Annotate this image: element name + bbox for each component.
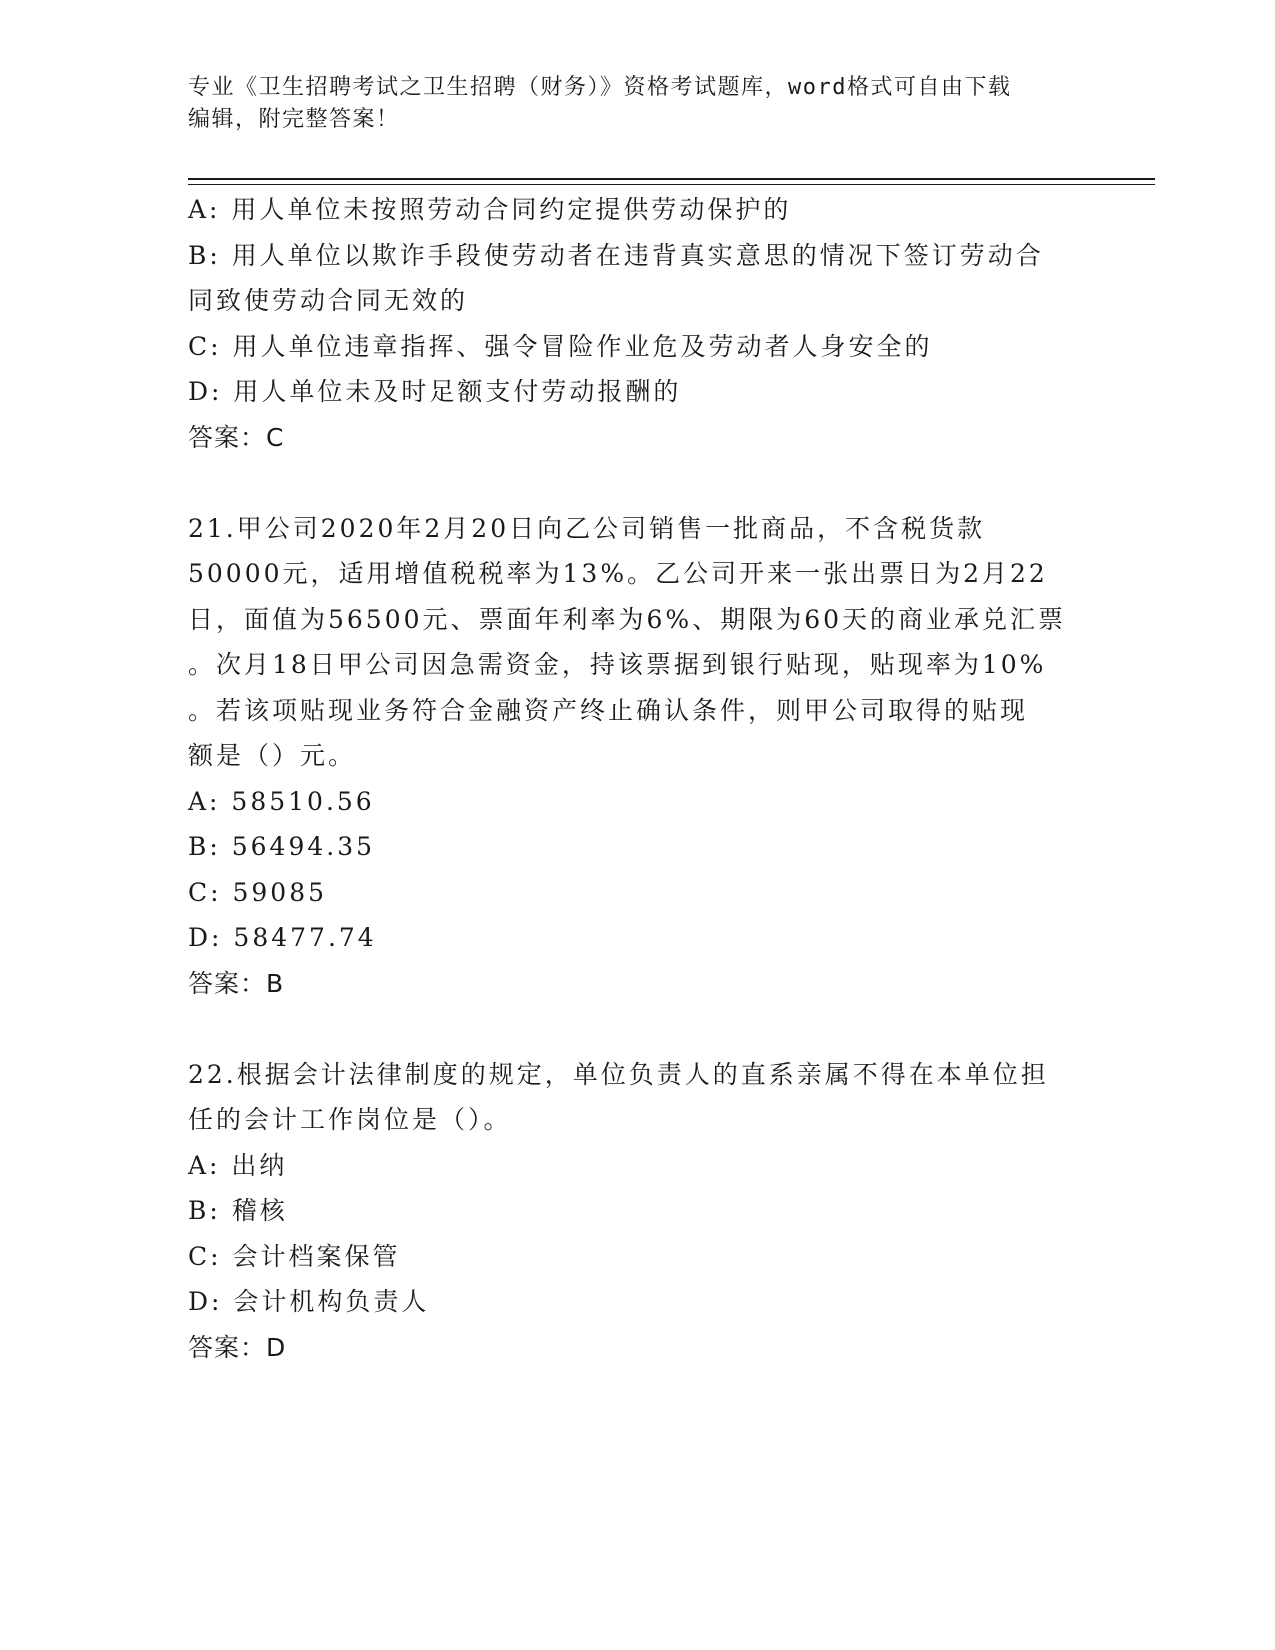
q21-stem-line-1: 21.甲公司2020年2月20日向乙公司销售一批商品，不含税货款 bbox=[188, 513, 986, 543]
q21-stem-line-5: 。若该项贴现业务符合金融资产终止确认条件，则甲公司取得的贴现 bbox=[188, 695, 1029, 725]
q21-option-c: C: 59085 bbox=[188, 877, 328, 907]
q21-option-d: D: 58477.74 bbox=[188, 923, 377, 952]
question-20-block bbox=[188, 187, 1088, 460]
spacer bbox=[188, 1006, 1088, 1052]
header-line-2: 编辑，附完整答案！ bbox=[188, 107, 400, 132]
q21-option-a: A: 58510.56 bbox=[188, 786, 375, 816]
q22-stem-line-1: 22.根据会计法律制度的规定，单位负责人的直系亲属不得在本单位担 bbox=[188, 1059, 1049, 1089]
header-divider-thin bbox=[188, 184, 1155, 185]
question-content bbox=[188, 187, 1088, 1370]
q20-option-b-line-1: B: 用人单位以欺诈手段使劳动者在违背真实意思的情况下签订劳动合 bbox=[188, 240, 1044, 270]
document-header bbox=[188, 72, 1088, 136]
header-divider-thick bbox=[188, 178, 1155, 180]
q20-option-b-line-2: 同致使劳动合同无效的 bbox=[188, 286, 469, 315]
q20-option-c: C: 用人单位违章指挥、强令冒险作业危及劳动者人身安全的 bbox=[188, 331, 933, 361]
question-21-block bbox=[188, 506, 1088, 1007]
q21-stem-line-4: 。次月18日甲公司因急需资金，持该票据到银行贴现，贴现率为10% bbox=[188, 650, 1047, 679]
q22-stem-line-2: 任的会计工作岗位是（）。 bbox=[188, 1105, 512, 1134]
q20-option-d: D: 用人单位未及时足额支付劳动报酬的 bbox=[188, 377, 682, 406]
q20-option-a: A: 用人单位未按照劳动合同约定提供劳动保护的 bbox=[188, 195, 792, 224]
q21-stem-line-3: 日，面值为56500元、票面年利率为6%、期限为60天的商业承兑汇票 bbox=[188, 604, 1067, 634]
question-22-block bbox=[188, 1052, 1088, 1371]
q22-option-d: D: 会计机构负责人 bbox=[188, 1287, 430, 1316]
q22-answer: 答案：D bbox=[188, 1332, 287, 1362]
q22-option-b: B: 稽核 bbox=[188, 1196, 288, 1225]
q21-stem-line-2: 50000元，适用增值税税率为13%。乙公司开来一张出票日为2月22 bbox=[188, 559, 1048, 588]
q21-answer: 答案：B bbox=[188, 968, 285, 998]
q22-option-a: A: 出纳 bbox=[188, 1150, 288, 1180]
q22-option-c: C: 会计档案保管 bbox=[188, 1241, 401, 1271]
header-line-1: 专业《卫生招聘考试之卫生招聘（财务）》资格考试题库，word格式可自由下载 bbox=[188, 75, 1012, 100]
q21-option-b: B: 56494.35 bbox=[188, 832, 376, 861]
spacer bbox=[188, 460, 1088, 506]
q20-answer: 答案：C bbox=[188, 422, 285, 452]
q21-stem-line-6: 额是（）元。 bbox=[188, 741, 357, 770]
